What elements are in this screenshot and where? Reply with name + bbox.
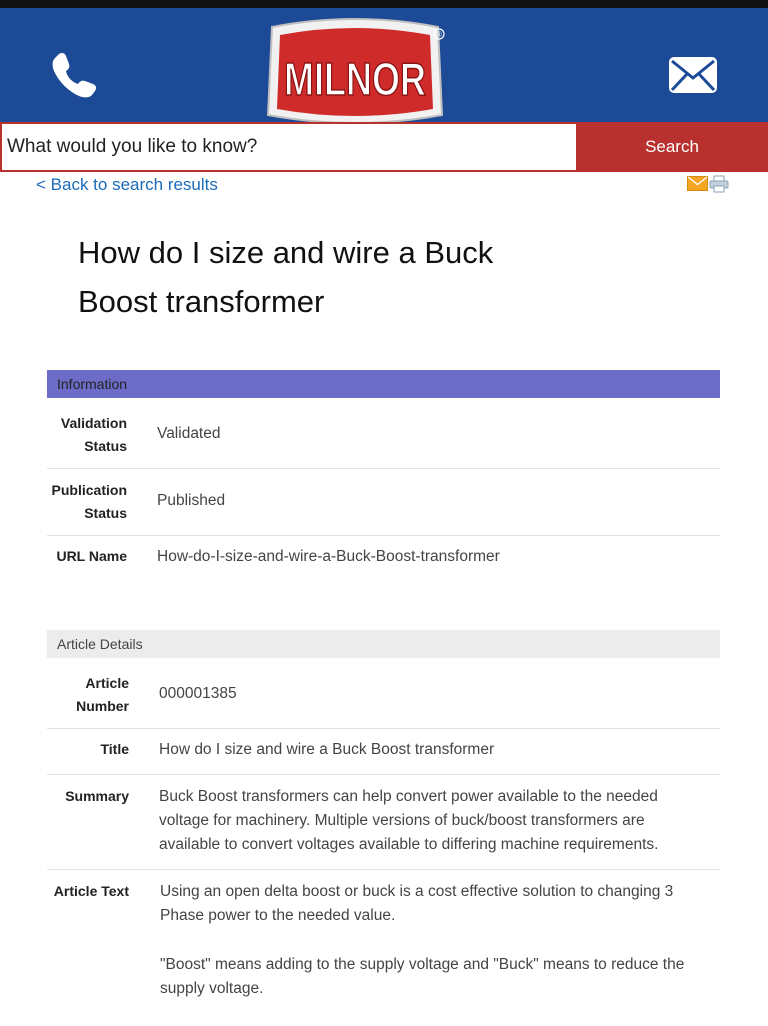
- info-row-publication-status: [47, 469, 720, 536]
- field-value: Buck Boost transformers can help convert power available to the needed voltage for machinery. Multiple versions of buck/boost transformers are available to convert voltages available to differing machine requirements.: [159, 788, 659, 853]
- detail-row-summary: [47, 775, 720, 870]
- search-input[interactable]: [0, 122, 576, 172]
- detail-row-article-number: [47, 658, 720, 729]
- field-value: Validated: [157, 425, 221, 442]
- field-value: How-do-I-size-and-wire-a-Buck-Boost-transformer: [157, 548, 500, 565]
- article-text-paragraph: "Boost" means adding to the supply voltage and "Buck" means to reduce the supply voltage.: [160, 956, 685, 997]
- info-row-validation-status: [47, 398, 720, 469]
- logo-text: MILNOR: [284, 53, 426, 105]
- information-section-header: Information: [47, 370, 720, 398]
- milnor-logo[interactable]: [262, 17, 448, 129]
- article-text-paragraph: Using an open delta boost or buck is a cost effective solution to changing 3 Phase power to the needed value.: [160, 883, 674, 924]
- mail-icon[interactable]: [668, 56, 718, 94]
- article-details-section-header: Article Details: [47, 630, 720, 658]
- article-text-body: [160, 880, 715, 1026]
- field-value: 000001385: [159, 685, 237, 702]
- detail-row-article-text: [47, 870, 720, 1024]
- field-value: How do I size and wire a Buck Boost transformer: [159, 741, 495, 758]
- search-bar: [0, 122, 768, 172]
- site-header: [0, 8, 768, 122]
- phone-icon[interactable]: [50, 50, 100, 100]
- field-label: Summary: [65, 788, 129, 804]
- registered-mark: ®: [436, 30, 442, 39]
- detail-row-title: [47, 729, 720, 775]
- print-icon[interactable]: [709, 175, 729, 193]
- field-label: Article Number: [76, 675, 129, 714]
- field-label: Title: [100, 741, 129, 757]
- field-label: Publication Status: [51, 482, 127, 521]
- back-to-search-results-link[interactable]: < Back to search results: [36, 175, 218, 194]
- search-button[interactable]: Search: [576, 122, 768, 172]
- field-label: Article Text: [53, 883, 129, 899]
- email-icon[interactable]: [687, 176, 708, 191]
- field-label: Validation Status: [60, 415, 127, 454]
- top-strip: [0, 0, 768, 8]
- field-value: Published: [157, 492, 226, 509]
- field-label: URL Name: [56, 548, 127, 564]
- info-row-url-name: [47, 536, 720, 580]
- page-title: How do I size and wire a Buck Boost transformer: [78, 235, 494, 319]
